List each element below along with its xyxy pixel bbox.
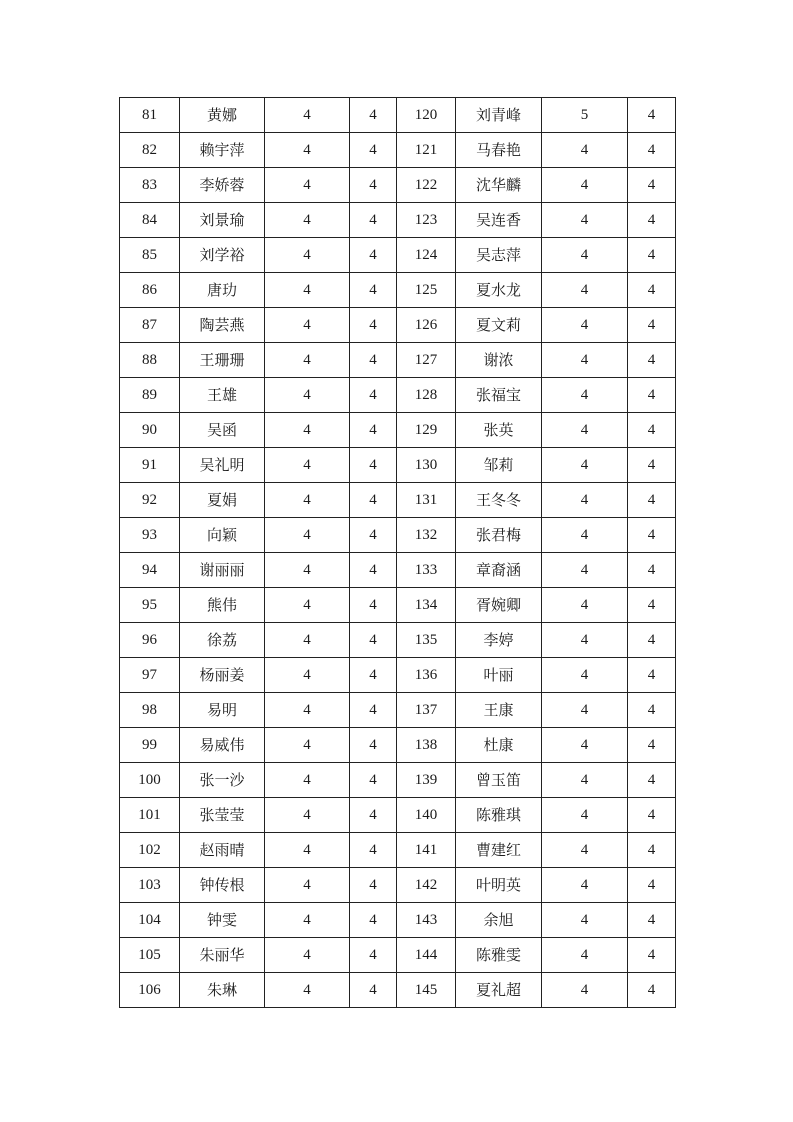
left-number-cell: 99 — [120, 728, 180, 763]
right-score-b-cell: 4 — [628, 238, 676, 273]
right-score-b-cell: 4 — [628, 308, 676, 343]
left-score-a-cell: 4 — [265, 98, 350, 133]
right-number-cell: 126 — [397, 308, 456, 343]
right-score-a-cell: 5 — [542, 98, 628, 133]
table-row — [120, 833, 676, 868]
left-score-b-cell: 4 — [350, 868, 397, 903]
right-score-a-cell: 4 — [542, 168, 628, 203]
left-score-a-cell: 4 — [265, 728, 350, 763]
left-name-cell: 谢丽丽 — [180, 553, 265, 588]
right-score-a-cell: 4 — [542, 413, 628, 448]
right-score-a-cell: 4 — [542, 903, 628, 938]
left-score-a-cell: 4 — [265, 273, 350, 308]
right-number-cell: 139 — [397, 763, 456, 798]
roster-body — [120, 98, 676, 1008]
left-score-a-cell: 4 — [265, 693, 350, 728]
left-score-b-cell: 4 — [350, 238, 397, 273]
right-number-cell: 141 — [397, 833, 456, 868]
left-number-cell: 88 — [120, 343, 180, 378]
right-score-b-cell: 4 — [628, 763, 676, 798]
left-score-b-cell: 4 — [350, 518, 397, 553]
right-number-cell: 124 — [397, 238, 456, 273]
left-number-cell: 97 — [120, 658, 180, 693]
right-name-cell: 张君梅 — [456, 518, 542, 553]
table-row — [120, 658, 676, 693]
right-score-a-cell: 4 — [542, 448, 628, 483]
left-name-cell: 刘学裕 — [180, 238, 265, 273]
left-score-a-cell: 4 — [265, 553, 350, 588]
left-number-cell: 81 — [120, 98, 180, 133]
left-score-a-cell: 4 — [265, 973, 350, 1008]
right-score-b-cell: 4 — [628, 658, 676, 693]
table-row — [120, 903, 676, 938]
right-number-cell: 128 — [397, 378, 456, 413]
left-score-b-cell: 4 — [350, 903, 397, 938]
left-name-cell: 易明 — [180, 693, 265, 728]
right-score-a-cell: 4 — [542, 658, 628, 693]
right-score-a-cell: 4 — [542, 833, 628, 868]
right-score-b-cell: 4 — [628, 98, 676, 133]
right-name-cell: 胥婉卿 — [456, 588, 542, 623]
left-number-cell: 93 — [120, 518, 180, 553]
left-number-cell: 96 — [120, 623, 180, 658]
left-number-cell: 83 — [120, 168, 180, 203]
left-score-b-cell: 4 — [350, 343, 397, 378]
right-number-cell: 134 — [397, 588, 456, 623]
left-name-cell: 吴礼明 — [180, 448, 265, 483]
right-score-a-cell: 4 — [542, 588, 628, 623]
right-score-b-cell: 4 — [628, 448, 676, 483]
left-number-cell: 100 — [120, 763, 180, 798]
left-name-cell: 李娇蓉 — [180, 168, 265, 203]
left-number-cell: 91 — [120, 448, 180, 483]
left-score-b-cell: 4 — [350, 938, 397, 973]
right-score-a-cell: 4 — [542, 868, 628, 903]
right-name-cell: 余旭 — [456, 903, 542, 938]
right-number-cell: 144 — [397, 938, 456, 973]
table-row — [120, 168, 676, 203]
right-score-b-cell: 4 — [628, 798, 676, 833]
left-score-a-cell: 4 — [265, 623, 350, 658]
table-row — [120, 973, 676, 1008]
right-number-cell: 137 — [397, 693, 456, 728]
right-score-b-cell: 4 — [628, 973, 676, 1008]
left-score-b-cell: 4 — [350, 973, 397, 1008]
left-score-b-cell: 4 — [350, 483, 397, 518]
left-score-b-cell: 4 — [350, 728, 397, 763]
left-name-cell: 赵雨晴 — [180, 833, 265, 868]
left-score-b-cell: 4 — [350, 203, 397, 238]
right-name-cell: 曾玉笛 — [456, 763, 542, 798]
left-name-cell: 朱丽华 — [180, 938, 265, 973]
right-name-cell: 马春艳 — [456, 133, 542, 168]
right-number-cell: 130 — [397, 448, 456, 483]
right-number-cell: 122 — [397, 168, 456, 203]
right-name-cell: 杜康 — [456, 728, 542, 763]
right-score-a-cell: 4 — [542, 133, 628, 168]
left-number-cell: 90 — [120, 413, 180, 448]
right-number-cell: 138 — [397, 728, 456, 763]
left-name-cell: 向颖 — [180, 518, 265, 553]
left-score-b-cell: 4 — [350, 658, 397, 693]
left-score-b-cell: 4 — [350, 98, 397, 133]
left-score-a-cell: 4 — [265, 588, 350, 623]
right-number-cell: 136 — [397, 658, 456, 693]
table-row — [120, 553, 676, 588]
right-score-a-cell: 4 — [542, 693, 628, 728]
left-score-b-cell: 4 — [350, 693, 397, 728]
table-row — [120, 308, 676, 343]
left-score-b-cell: 4 — [350, 833, 397, 868]
right-score-b-cell: 4 — [628, 693, 676, 728]
left-score-b-cell: 4 — [350, 588, 397, 623]
left-name-cell: 赖宇萍 — [180, 133, 265, 168]
right-number-cell: 145 — [397, 973, 456, 1008]
left-name-cell: 王珊珊 — [180, 343, 265, 378]
left-number-cell: 89 — [120, 378, 180, 413]
left-score-a-cell: 4 — [265, 868, 350, 903]
left-name-cell: 朱琳 — [180, 973, 265, 1008]
left-score-a-cell: 4 — [265, 238, 350, 273]
right-score-a-cell: 4 — [542, 378, 628, 413]
left-score-a-cell: 4 — [265, 308, 350, 343]
left-name-cell: 易威伟 — [180, 728, 265, 763]
right-score-b-cell: 4 — [628, 203, 676, 238]
right-score-b-cell: 4 — [628, 168, 676, 203]
left-name-cell: 唐玏 — [180, 273, 265, 308]
right-name-cell: 叶丽 — [456, 658, 542, 693]
right-score-b-cell: 4 — [628, 483, 676, 518]
table-row — [120, 98, 676, 133]
right-score-b-cell: 4 — [628, 833, 676, 868]
left-name-cell: 钟雯 — [180, 903, 265, 938]
left-name-cell: 黄娜 — [180, 98, 265, 133]
right-name-cell: 李婷 — [456, 623, 542, 658]
right-number-cell: 123 — [397, 203, 456, 238]
right-number-cell: 121 — [397, 133, 456, 168]
left-name-cell: 陶芸燕 — [180, 308, 265, 343]
right-number-cell: 133 — [397, 553, 456, 588]
left-number-cell: 95 — [120, 588, 180, 623]
table-row — [120, 378, 676, 413]
left-number-cell: 86 — [120, 273, 180, 308]
right-score-a-cell: 4 — [542, 973, 628, 1008]
left-score-b-cell: 4 — [350, 553, 397, 588]
right-score-a-cell: 4 — [542, 483, 628, 518]
left-score-b-cell: 4 — [350, 413, 397, 448]
left-name-cell: 张一沙 — [180, 763, 265, 798]
left-name-cell: 张莹莹 — [180, 798, 265, 833]
left-number-cell: 106 — [120, 973, 180, 1008]
right-score-a-cell: 4 — [542, 553, 628, 588]
left-number-cell: 101 — [120, 798, 180, 833]
left-name-cell: 王雄 — [180, 378, 265, 413]
left-score-b-cell: 4 — [350, 273, 397, 308]
right-score-a-cell: 4 — [542, 203, 628, 238]
right-number-cell: 125 — [397, 273, 456, 308]
left-number-cell: 104 — [120, 903, 180, 938]
table-row — [120, 413, 676, 448]
right-score-b-cell: 4 — [628, 623, 676, 658]
left-score-b-cell: 4 — [350, 308, 397, 343]
right-score-a-cell: 4 — [542, 938, 628, 973]
left-score-a-cell: 4 — [265, 203, 350, 238]
right-name-cell: 章裔涵 — [456, 553, 542, 588]
left-name-cell: 熊伟 — [180, 588, 265, 623]
table-row — [120, 518, 676, 553]
table-row — [120, 938, 676, 973]
right-score-a-cell: 4 — [542, 343, 628, 378]
right-name-cell: 谢浓 — [456, 343, 542, 378]
right-number-cell: 120 — [397, 98, 456, 133]
right-score-a-cell: 4 — [542, 273, 628, 308]
right-name-cell: 王康 — [456, 693, 542, 728]
right-name-cell: 陈雅雯 — [456, 938, 542, 973]
right-number-cell: 132 — [397, 518, 456, 553]
left-score-b-cell: 4 — [350, 623, 397, 658]
left-score-b-cell: 4 — [350, 798, 397, 833]
right-name-cell: 吴志萍 — [456, 238, 542, 273]
left-name-cell: 杨丽姜 — [180, 658, 265, 693]
table-row — [120, 203, 676, 238]
left-score-b-cell: 4 — [350, 133, 397, 168]
table-row — [120, 238, 676, 273]
table-row — [120, 343, 676, 378]
left-score-a-cell: 4 — [265, 763, 350, 798]
table-row — [120, 133, 676, 168]
right-score-b-cell: 4 — [628, 553, 676, 588]
left-score-a-cell: 4 — [265, 658, 350, 693]
right-name-cell: 张英 — [456, 413, 542, 448]
right-name-cell: 夏礼超 — [456, 973, 542, 1008]
left-score-a-cell: 4 — [265, 378, 350, 413]
table-row — [120, 763, 676, 798]
left-score-a-cell: 4 — [265, 343, 350, 378]
left-name-cell: 吴函 — [180, 413, 265, 448]
left-score-a-cell: 4 — [265, 448, 350, 483]
left-score-a-cell: 4 — [265, 168, 350, 203]
right-score-b-cell: 4 — [628, 868, 676, 903]
left-number-cell: 87 — [120, 308, 180, 343]
left-name-cell: 刘景瑜 — [180, 203, 265, 238]
right-name-cell: 邹莉 — [456, 448, 542, 483]
left-score-a-cell: 4 — [265, 413, 350, 448]
right-name-cell: 夏文莉 — [456, 308, 542, 343]
right-name-cell: 吴连香 — [456, 203, 542, 238]
right-number-cell: 131 — [397, 483, 456, 518]
right-number-cell: 140 — [397, 798, 456, 833]
table-row — [120, 728, 676, 763]
right-score-b-cell: 4 — [628, 938, 676, 973]
left-number-cell: 102 — [120, 833, 180, 868]
right-score-b-cell: 4 — [628, 518, 676, 553]
right-name-cell: 叶明英 — [456, 868, 542, 903]
left-name-cell: 徐荔 — [180, 623, 265, 658]
right-score-b-cell: 4 — [628, 728, 676, 763]
left-name-cell: 夏娟 — [180, 483, 265, 518]
left-score-b-cell: 4 — [350, 763, 397, 798]
right-name-cell: 刘青峰 — [456, 98, 542, 133]
left-score-a-cell: 4 — [265, 483, 350, 518]
right-score-a-cell: 4 — [542, 238, 628, 273]
right-score-b-cell: 4 — [628, 343, 676, 378]
right-score-b-cell: 4 — [628, 378, 676, 413]
left-name-cell: 钟传根 — [180, 868, 265, 903]
left-score-b-cell: 4 — [350, 168, 397, 203]
table-row — [120, 693, 676, 728]
left-number-cell: 85 — [120, 238, 180, 273]
table-row — [120, 588, 676, 623]
left-score-a-cell: 4 — [265, 938, 350, 973]
left-number-cell: 94 — [120, 553, 180, 588]
right-score-a-cell: 4 — [542, 623, 628, 658]
right-number-cell: 143 — [397, 903, 456, 938]
table-row — [120, 483, 676, 518]
right-number-cell: 129 — [397, 413, 456, 448]
right-number-cell: 142 — [397, 868, 456, 903]
right-score-a-cell: 4 — [542, 518, 628, 553]
table-row — [120, 623, 676, 658]
right-name-cell: 曹建红 — [456, 833, 542, 868]
table-row — [120, 273, 676, 308]
right-name-cell: 陈雅琪 — [456, 798, 542, 833]
left-score-a-cell: 4 — [265, 903, 350, 938]
right-number-cell: 135 — [397, 623, 456, 658]
left-score-a-cell: 4 — [265, 833, 350, 868]
right-score-b-cell: 4 — [628, 133, 676, 168]
table-row — [120, 868, 676, 903]
right-name-cell: 王冬冬 — [456, 483, 542, 518]
left-number-cell: 105 — [120, 938, 180, 973]
right-score-b-cell: 4 — [628, 588, 676, 623]
left-score-a-cell: 4 — [265, 518, 350, 553]
left-score-a-cell: 4 — [265, 133, 350, 168]
table-row — [120, 448, 676, 483]
right-number-cell: 127 — [397, 343, 456, 378]
right-score-a-cell: 4 — [542, 798, 628, 833]
left-score-b-cell: 4 — [350, 448, 397, 483]
left-number-cell: 98 — [120, 693, 180, 728]
right-score-b-cell: 4 — [628, 273, 676, 308]
roster-table — [119, 97, 676, 1008]
right-name-cell: 张福宝 — [456, 378, 542, 413]
right-score-b-cell: 4 — [628, 413, 676, 448]
right-name-cell: 沈华麟 — [456, 168, 542, 203]
left-number-cell: 82 — [120, 133, 180, 168]
right-name-cell: 夏水龙 — [456, 273, 542, 308]
right-score-a-cell: 4 — [542, 763, 628, 798]
left-score-b-cell: 4 — [350, 378, 397, 413]
left-number-cell: 92 — [120, 483, 180, 518]
left-number-cell: 84 — [120, 203, 180, 238]
table-row — [120, 798, 676, 833]
left-number-cell: 103 — [120, 868, 180, 903]
right-score-b-cell: 4 — [628, 903, 676, 938]
left-score-a-cell: 4 — [265, 798, 350, 833]
right-score-a-cell: 4 — [542, 728, 628, 763]
right-score-a-cell: 4 — [542, 308, 628, 343]
